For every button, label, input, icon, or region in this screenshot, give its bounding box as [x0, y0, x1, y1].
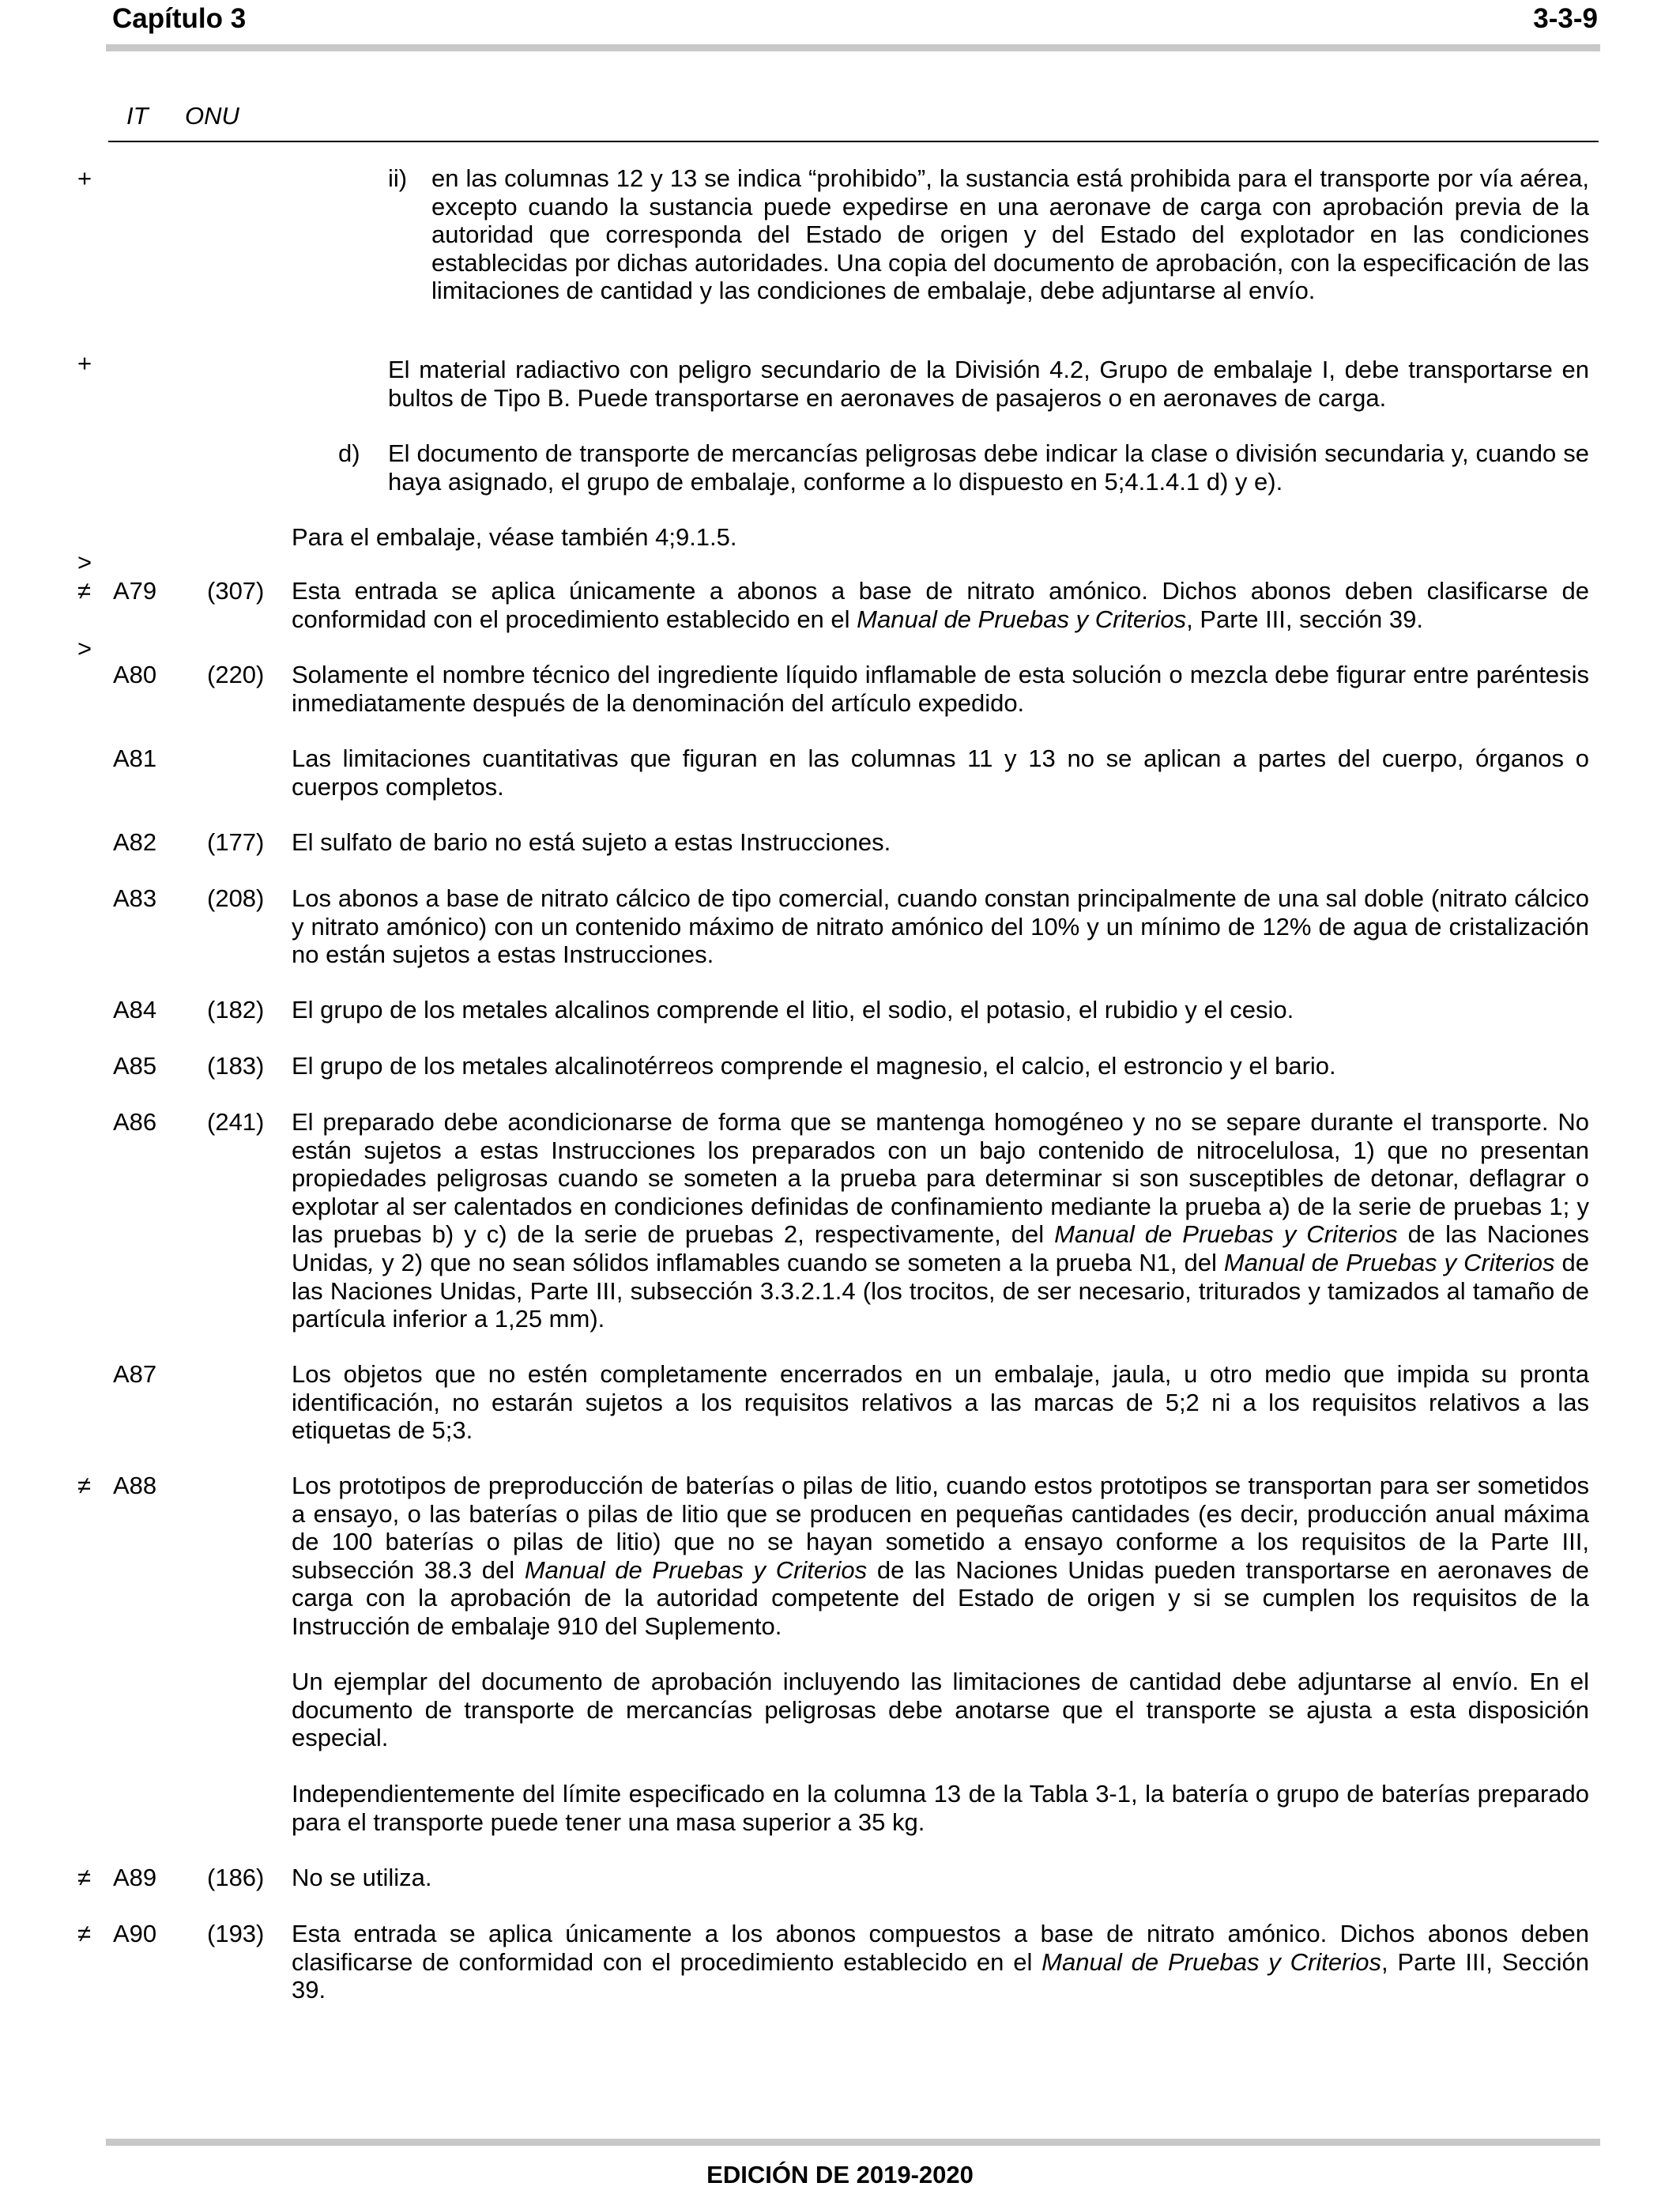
revision-mark-plus: +	[77, 164, 92, 192]
un-number: (220)	[207, 661, 265, 688]
item-label-d: d)	[338, 439, 360, 467]
un-number: (177)	[207, 828, 265, 856]
provision-a90-text	[292, 1920, 1589, 2004]
provision-a88-text	[292, 1472, 1589, 1641]
revision-mark-greater: >	[77, 635, 92, 662]
provision-code: A86	[113, 1108, 157, 1136]
revision-mark-greater: >	[77, 548, 92, 576]
un-number: (186)	[207, 1864, 265, 1891]
text-run: El preparado debe acondicionarse de forma que se mantenga homogéneo y no se separe durante el transporte. No están sujetos a estas Instrucciones los preparados con un bajo contenido de nitrocelulosa, 1) que no presentan propiedades peligrosas cuando se someten a la prueba para determinar si son susceptibles de detonar, deflagrar o explotar al ser calentados en condiciones definidas de confinamiento mediante la prueba a) de la serie de pruebas 1; y las pruebas b) y c) de la serie de pruebas 2, respectivamente, del	[292, 1108, 1589, 1249]
text-run: , Parte III, Sección 39.	[292, 1947, 1589, 2004]
edition-footer: EDICIÓN DE 2019-2020	[706, 2161, 974, 2188]
paragraph-text: en las columnas 12 y 13 se indica “prohibido”, la sustancia está prohibida para el transporte por vía aérea, excepto cuando la sustancia puede expedirse en una aeronave de carga con aprobación previa de la autoridad que corresponda del Estado de origen y del Estado del explotador en las condiciones establecidas por dichas autoridades. Una copia del documento de aprobación, con la especificación de las limitaciones de cantidad y las condiciones de embalaje, debe adjuntarse al envío.	[431, 164, 1589, 305]
paragraph-text: El documento de transporte de mercancías peligrosas debe indicar la clase o división secundaria y, cuando se haya asignado, el grupo de embalaje, conforme a lo dispuesto en 5;4.1.4.1 d) y e).	[388, 439, 1589, 496]
revision-mark-not-equal: ≠	[77, 1472, 92, 1499]
provision-code: A79	[113, 577, 157, 605]
italic-punctuation: ,	[367, 1248, 375, 1276]
column-heading-it: IT	[126, 102, 149, 130]
provision-a88-paragraph-2	[292, 1668, 1589, 1752]
text-run: Los objetos que no estén completamente encerrados en un embalaje, jaula, u otro medio que impida su pronta identificación, no estarán sujetos a los requisitos relativos a las marcas de 5;2 ni a los requisitos relativos a las etiquetas de 5;3.	[292, 1360, 1589, 1445]
italic-title: Manual de Pruebas y Criterios	[1223, 1248, 1555, 1276]
revision-mark-not-equal: ≠	[77, 577, 92, 605]
chapter-title: Capítulo 3	[112, 3, 247, 34]
provision-a86-text	[292, 1108, 1589, 1333]
provision-a84-text	[292, 996, 1589, 1024]
text-run: , Parte III, sección 39.	[1186, 605, 1423, 633]
revision-mark-plus: +	[77, 349, 92, 377]
provision-a88-paragraph-3	[292, 1780, 1589, 1836]
text-run: de las Naciones Unidas, Parte III, subsección 3.3.2.1.4 (los trocitos, de ser necesario, triturados y tamizados al tamaño de partícula inferior a 1,25 mm).	[292, 1248, 1589, 1333]
text-run: y 2) que no sean sólidos inflamables cuando se someten a la prueba N1, del	[375, 1248, 1224, 1276]
provision-code: A89	[113, 1864, 157, 1891]
provision-code: A83	[113, 884, 157, 912]
paragraph-radioactive	[388, 356, 1589, 412]
page-number: 3-3-9	[1533, 3, 1598, 34]
footer-rule	[106, 2139, 1600, 2146]
un-number: (307)	[207, 577, 265, 605]
paragraph-text: El material radiactivo con peligro secundario de la División 4.2, Grupo de embalaje I, debe transportarse en bultos de Tipo B. Puede transportarse en aeronaves de pasajeros o en aeronaves de carga.	[388, 356, 1589, 412]
italic-title: Manual de Pruebas y Criterios	[857, 605, 1187, 633]
paragraph-ii	[431, 164, 1589, 305]
provision-code: A90	[113, 1920, 157, 1947]
provision-code: A87	[113, 1360, 157, 1388]
provision-a82-text	[292, 828, 1589, 857]
text-run: Esta entrada se aplica únicamente a abonos a base de nitrato amónico. Dichos abonos deben clasificarse de conformidad con el procedimiento establecido en el	[292, 577, 1589, 633]
provision-a79-text	[292, 577, 1589, 633]
un-number: (183)	[207, 1052, 265, 1080]
italic-title: Manual de Pruebas y Criterios	[524, 1555, 868, 1584]
paragraph-d	[388, 439, 1589, 496]
revision-mark-not-equal: ≠	[77, 1864, 92, 1891]
italic-title: Manual de Pruebas y Criterios	[1054, 1220, 1398, 1249]
paragraph-text: Para el embalaje, véase también 4;9.1.5.	[292, 523, 737, 551]
text-run: Independientemente del límite especificado en la columna 13 de la Tabla 3-1, la batería o grupo de baterías preparado para el transporte puede tener una masa superior a 35 kg.	[292, 1780, 1589, 1836]
italic-title: Manual de Pruebas y Criterios	[1042, 1947, 1382, 1976]
item-label-ii: ii)	[388, 164, 408, 192]
text-run: de las Naciones Unidas	[292, 1220, 1589, 1276]
provision-a89-text	[292, 1864, 1589, 1892]
text-run: Los abonos a base de nitrato cálcico de tipo comercial, cuando constan principalmente de una sal doble (nitrato cálcico y nitrato amónico) con un contenido máximo de nitrato amónico del 10% y un mínimo de 12% de agua de cristalización no están sujetos a estas Instrucciones.	[292, 884, 1589, 969]
text-run: de las Naciones Unidas pueden transportarse en aeronaves de carga con la aprobación de la autoridad competente del Estado de origen y si se cumplen los requisitos de la Instrucción de embalaje 910 del Suplemento.	[292, 1555, 1589, 1640]
text-run: El grupo de los metales alcalinotérreos comprende el magnesio, el calcio, el estroncio y el bario.	[292, 1052, 1336, 1080]
provision-code: A82	[113, 828, 157, 856]
provision-code: A81	[113, 745, 157, 772]
text-run: No se utiliza.	[292, 1864, 432, 1891]
provision-a81-text	[292, 745, 1589, 801]
column-heading-rule	[108, 141, 1599, 142]
un-number: (182)	[207, 996, 265, 1023]
text-run: Los prototipos de preproducción de baterías o pilas de litio, cuando estos prototipos se transportan para ser sometidos a ensayo, o las baterías o pilas de litio que se producen en pequeñas cantidades (es decir, producción anual máxima de 100 baterías o pilas de litio) que no se hayan sometido a ensayo conforme a los requisitos de la Parte III, subsección 38.3 del	[292, 1472, 1589, 1584]
text-run: Un ejemplar del documento de aprobación incluyendo las limitaciones de cantidad debe adjuntarse al envío. En el documento de transporte de mercancías peligrosas debe anotarse que el transporte se ajusta a esta disposición especial.	[292, 1668, 1589, 1752]
text-run: Las limitaciones cuantitativas que figuran en las columnas 11 y 13 no se aplican a partes del cuerpo, órganos o cuerpos completos.	[292, 745, 1589, 801]
provision-a87-text	[292, 1360, 1589, 1445]
column-heading-onu: ONU	[185, 102, 239, 130]
header-rule	[106, 44, 1600, 51]
provision-a85-text	[292, 1052, 1589, 1080]
un-number: (241)	[207, 1108, 265, 1136]
provision-a80-text	[292, 661, 1589, 717]
provision-code: A88	[113, 1472, 157, 1499]
un-number: (208)	[207, 884, 265, 912]
text-run: El sulfato de bario no está sujeto a estas Instrucciones.	[292, 828, 891, 856]
paragraph-embalaje	[292, 523, 1589, 552]
text-run: El grupo de los metales alcalinos comprende el litio, el sodio, el potasio, el rubidio y el cesio.	[292, 996, 1294, 1023]
text-run: Solamente el nombre técnico del ingrediente líquido inflamable de esta solución o mezcla debe figurar entre paréntesis inmediatamente después de la denominación del artículo expedido.	[292, 661, 1589, 717]
revision-mark-not-equal: ≠	[77, 1920, 92, 1947]
provision-code: A80	[113, 661, 157, 688]
un-number: (193)	[207, 1920, 265, 1947]
provision-code: A84	[113, 996, 157, 1023]
provision-a83-text	[292, 884, 1589, 969]
text-run: Esta entrada se aplica únicamente a los abonos compuestos a base de nitrato amónico. Dichos abonos deben clasificarse de conformidad con el procedimiento establecido en el	[292, 1920, 1589, 1976]
provision-code: A85	[113, 1052, 157, 1080]
